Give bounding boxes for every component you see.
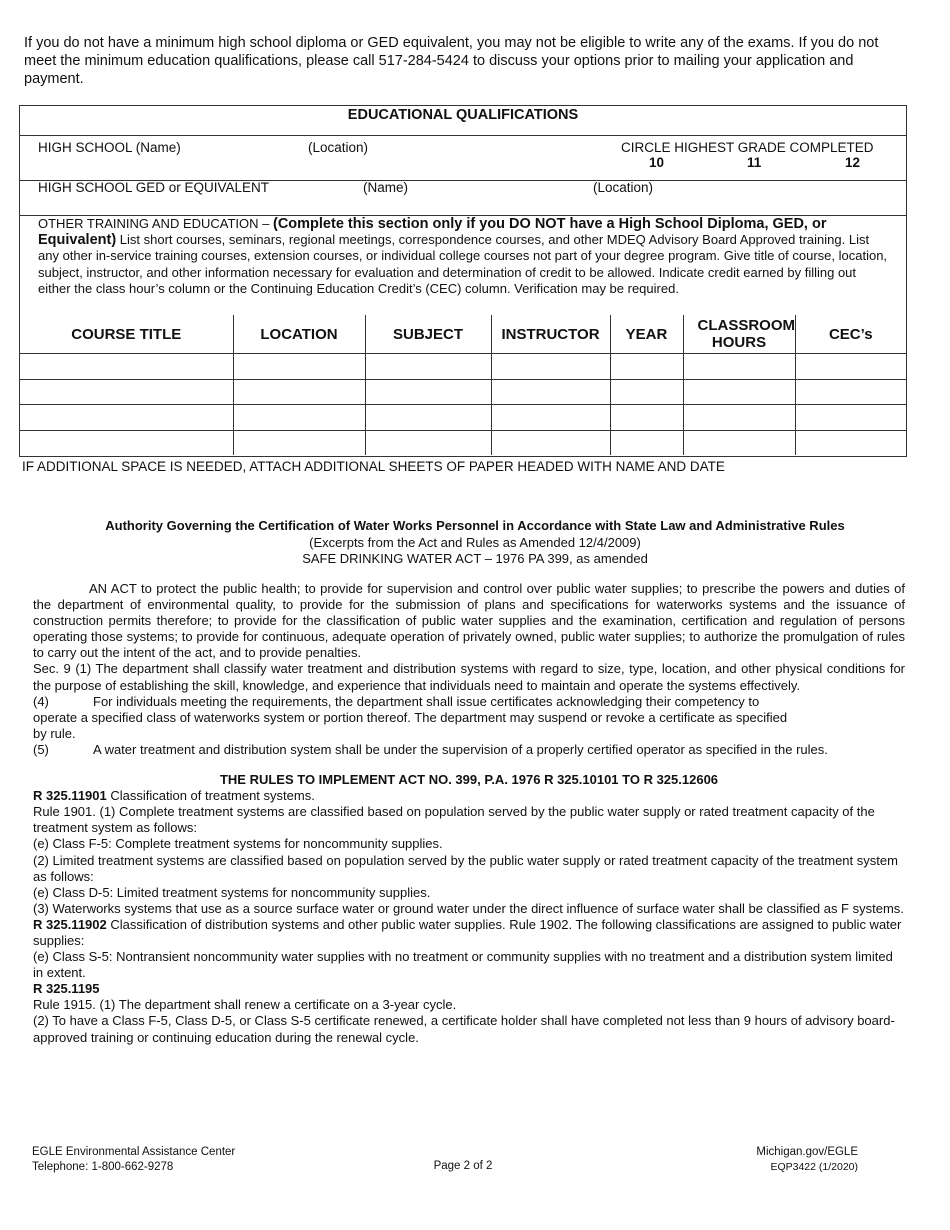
location-cell[interactable] [233,379,365,405]
instructor-header: INSTRUCTOR [491,315,610,354]
ged-name-label: (Name) [363,180,409,195]
footer-org: EGLE Environmental Assistance Center [32,1146,236,1158]
item-5-number: (5) [33,741,49,757]
authority-subtitle: (Excerpts from the Act and Rules as Amended 12/4/2009) [309,534,641,550]
table-row[interactable] [20,354,906,380]
limited-treatment: (2) Limited treatment systems are classified based on population served by the public water supply or rated treatment capacity of the treatment system as follows: [33,852,898,884]
waterworks-systems: (3) Waterworks systems that use as a source surface water or ground water under the direct influence of surface water shall be classified as F systems. [33,900,904,916]
classroom-hours-header: CLASSROOM HOURS [683,315,795,354]
authority-heading [0,518,950,568]
instructor-cell[interactable] [491,430,610,455]
cec-cell[interactable] [795,430,906,455]
class-d5: (e) Class D-5: Limited treatment systems for noncommunity supplies. [33,884,431,900]
location-header: LOCATION [233,315,365,354]
high-school-row[interactable] [20,136,906,181]
courses-table [20,315,906,455]
course-title-header: COURSE TITLE [20,315,233,354]
rule-11901 [33,788,905,804]
intro-paragraph: If you do not have a minimum high school diploma or GED equivalent, you may not be eligible to write any of the exams. If you do not meet the minimum education qualifications, please call 517-284-5424 to discuss your options prior to mailing your application and payment. [24,35,879,87]
item-4-line-2: operate a specified class of waterworks system or portion thereof. The department may suspend or revoke a certificate as specified [33,709,788,725]
year-cell[interactable] [610,405,683,431]
year-cell[interactable] [610,430,683,455]
rule-11901-code: R 325.11901 [33,788,107,804]
location-cell[interactable] [233,430,365,455]
other-training-condition: (Complete this section only if you DO NOT have a High School Diploma, GED, or Equivalent) [38,216,827,249]
rule-1195 [33,981,905,997]
footer-form-id: EQP3422 (1/2020) [770,1161,858,1173]
item-4-line-1 [33,694,905,710]
rule-11902 [33,917,905,949]
course-title-cell[interactable] [20,379,233,405]
rule-11901-text: Classification of treatment systems. [106,788,315,804]
grade-11[interactable]: 11 [747,155,762,170]
ged-location-label: (Location) [593,180,654,195]
edu-title: EDUCATIONAL QUALIFICATIONS [20,106,906,136]
ged-row[interactable] [20,180,906,216]
subject-header: SUBJECT [365,315,491,354]
location-cell[interactable] [233,354,365,380]
table-row[interactable] [20,430,906,455]
class-s5: (e) Class S-5: Nontransient noncommunity water supplies with no treatment or community supplies with no treatment and a distribution system limited in extent. [33,949,893,981]
instructor-cell[interactable] [491,405,610,431]
course-title-cell[interactable] [20,430,233,455]
location-cell[interactable] [233,405,365,431]
class-f5: (e) Class F-5: Complete treatment systems for noncommunity supplies. [33,836,443,852]
cec-cell[interactable] [795,354,906,380]
footer-page-number: Page 2 of 2 [433,1160,493,1172]
cec-cell[interactable] [795,405,906,431]
subject-cell[interactable] [365,405,491,431]
item-5-text: A water treatment and distribution system shall be under the supervision of a properly certified operator as specified in the rules. [93,741,828,757]
educational-qualifications-form [19,105,907,457]
course-title-cell[interactable] [20,405,233,431]
cec-cell[interactable] [795,379,906,405]
item-4-line-3: by rule. [33,725,76,741]
classroom-hours-cell[interactable] [683,405,795,431]
authority-title: Authority Governing the Certification of Water Works Personnel in Accordance with State Law and Administrative Rules [105,518,845,533]
instructor-cell[interactable] [491,354,610,380]
classroom-hours-cell[interactable] [683,354,795,380]
rule-1901: Rule 1901. (1) Complete treatment systems are classified based on population served by the public water supply or rated treatment capacity of the treatment system as follows: [33,804,875,836]
subject-cell[interactable] [365,430,491,455]
high-school-name-label: HIGH SCHOOL (Name) [38,140,181,155]
additional-space-note: IF ADDITIONAL SPACE IS NEEDED, ATTACH ADDITIONAL SHEETS OF PAPER HEADED WITH NAME AND DATE [22,459,725,474]
table-row[interactable] [20,379,906,405]
item-5 [33,742,905,758]
rule-1195-code: R 325.1195 [33,981,100,997]
subject-cell[interactable] [365,354,491,380]
act-preamble: AN ACT to protect the public health; to provide for supervision and control over public water supplies; to prescribe the powers and duties of the department of environmental quality, to provide for the submission of plans and specifications for waterworks systems and the issuance of construction permits therefore; to provide for the classification of public water supplies and the examination, certification and regulation of persons operating those systems; to provide for continuous, adequate operation of privately owned, public water supplies; to authorize the promulgation of rules to carry out the intent of the act, and to provide penalties. [33,581,905,661]
classroom-hours-cell[interactable] [683,379,795,405]
cec-header: CEC’s [795,315,906,354]
subject-cell[interactable] [365,379,491,405]
year-cell[interactable] [610,379,683,405]
other-training-body: List short courses, seminars, regional meetings, correspondence courses, and other MDEQ Advisory Board Approved training. List any other in-service training courses, extension courses, or individual college courses not part of your degree program. Give title of course, location, subject, instructor, and other information necessary for evaluation and determination of credit to be allowed. Indicate credit earned by filling out either the class hour’s column or the Continuing Education Credit’s (CEC) column. Verification may be required. [38,232,888,296]
circle-grade-label: CIRCLE HIGHEST GRADE COMPLETED [621,140,874,155]
section-9: Sec. 9 (1) The department shall classify water treatment and distribution systems with regard to size, type, location, and other physical conditions for the purpose of establishing the skill, knowledge, and experience that individuals need to maintain and operate the systems effectively. [33,661,905,693]
authority-act-name: SAFE DRINKING WATER ACT – 1976 PA 399, as amended [302,551,648,566]
rule-11902-text: Classification of distribution systems and other public water supplies. Rule 1902. The following classifications are assigned to public water supplies: [33,916,902,948]
footer-phone: Telephone: 1-800-662-9278 [32,1160,174,1173]
grade-12[interactable]: 12 [845,155,861,170]
other-training-lead: OTHER TRAINING AND EDUCATION – [38,216,273,231]
instructor-cell[interactable] [491,379,610,405]
rule-11902-code: R 325.11902 [33,916,107,932]
item-4-text: For individuals meeting the requirements, the department shall issue certificates acknowledging their competency to [93,693,760,709]
law-excerpts [33,581,905,1046]
grade-10[interactable]: 10 [649,155,665,170]
rule-1915: Rule 1915. (1) The department shall renew a certificate on a 3-year cycle. [33,997,457,1013]
footer-site: Michigan.gov/EGLE [756,1146,858,1158]
high-school-location-label: (Location) [308,140,369,155]
year-cell[interactable] [610,354,683,380]
table-row[interactable] [20,405,906,431]
other-training-instructions [20,215,906,315]
course-title-cell[interactable] [20,354,233,380]
year-header: YEAR [610,315,683,354]
rules-title: THE RULES TO IMPLEMENT ACT NO. 399, P.A. 1976 R 325.10101 TO R 325.12606 [219,772,719,788]
item-4-number: (4) [33,693,49,709]
courses-header-row [20,315,906,354]
ged-label: HIGH SCHOOL GED or EQUIVALENT [38,180,270,195]
renewal-requirement: (2) To have a Class F-5, Class D-5, or Class S-5 certificate renewed, a certificate holder shall have completed not less than 9 hours of advisory board-approved training or continuing education during the renewal cycle. [33,1013,895,1045]
classroom-hours-cell[interactable] [683,430,795,455]
